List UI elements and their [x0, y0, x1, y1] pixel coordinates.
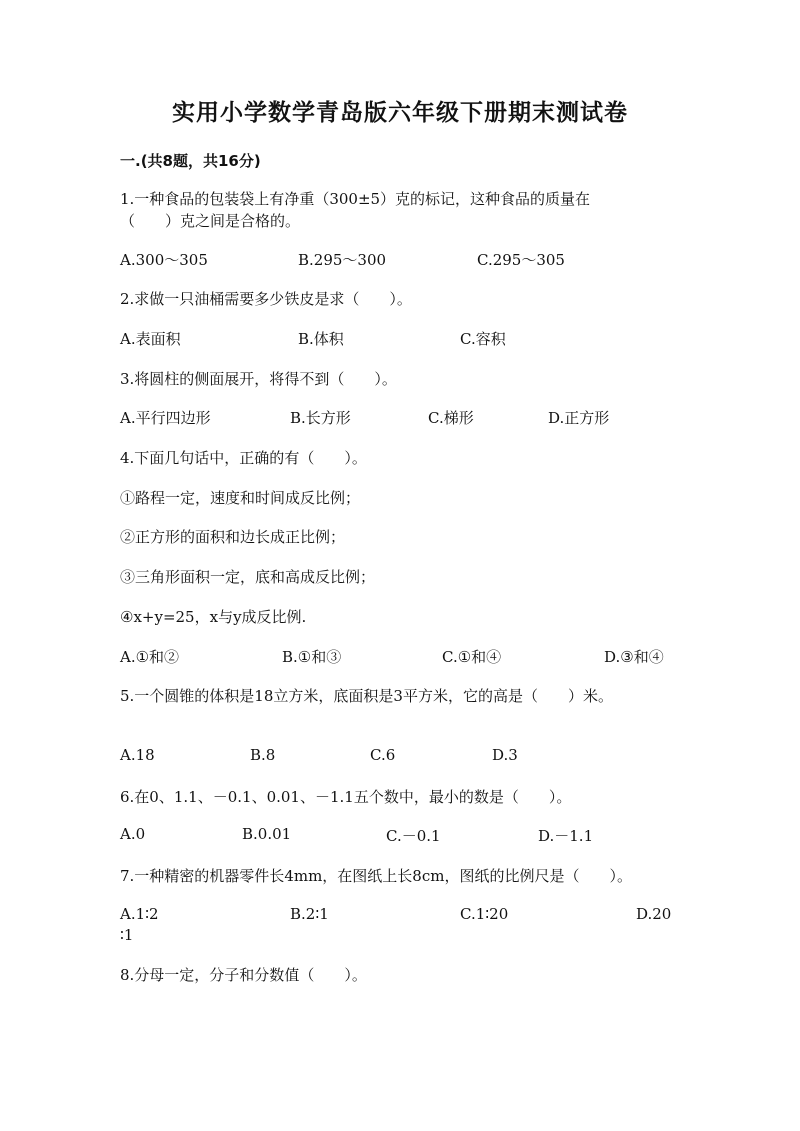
q6-option-a: A.0: [120, 825, 146, 843]
question-6-text: 6.在0、1.1、－0.1、0.01、－1.1五个数中，最小的数是（ ）。: [120, 788, 572, 806]
question-3-text: 3.将圆柱的侧面展开，将得不到（ ）。: [120, 370, 397, 388]
q1-option-a: A.300～305: [120, 251, 208, 269]
q4-statement-3: ③三角形面积一定，底和高成反比例；: [120, 568, 376, 586]
q4-statement-4: ④x+y=25，x与y成反比例.: [120, 608, 307, 626]
q7-option-b: B.2∶1: [290, 905, 329, 923]
q2-option-c: C.容积: [460, 330, 506, 348]
q1-option-c: C.295～305: [477, 251, 565, 269]
q7-option-d-wrap: ∶1: [120, 926, 134, 944]
q6-option-c: C.－0.1: [386, 827, 441, 845]
section-header: 一.(共8题，共16分): [120, 152, 261, 170]
q3-option-a: A.平行四边形: [120, 409, 211, 427]
q7-option-a: A.1∶2: [120, 905, 159, 923]
page-title: 实用小学数学青岛版六年级下册期末测试卷: [172, 100, 628, 126]
question-7-text: 7.一种精密的机器零件长4mm，在图纸上长8cm，图纸的比例尺是（ ）。: [120, 867, 632, 885]
q3-option-c: C.梯形: [428, 409, 474, 427]
q7-option-d: D.20: [636, 905, 672, 923]
q4-option-c: C.①和④: [442, 648, 502, 666]
q6-option-b: B.0.01: [242, 825, 292, 843]
q1-option-b: B.295～300: [298, 251, 387, 269]
q2-option-a: A.表面积: [120, 330, 181, 348]
question-2-text: 2.求做一只油桶需要多少铁皮是求（ ）。: [120, 290, 412, 308]
q3-option-d: D.正方形: [548, 409, 610, 427]
q4-statement-1: ①路程一定，速度和时间成反比例；: [120, 489, 361, 507]
q4-option-b: B.①和③: [282, 648, 342, 666]
q7-option-c: C.1∶20: [460, 905, 509, 923]
q4-option-a: A.①和②: [120, 648, 180, 666]
question-1-text: 1.一种食品的包装袋上有净重（300±5）克的标记，这种食品的质量在: [120, 190, 591, 208]
q4-statement-2: ②正方形的面积和边长成正比例；: [120, 528, 346, 546]
question-1-text-cont: （ ）克之间是合格的。: [120, 212, 301, 230]
q4-option-d: D.③和④: [604, 648, 664, 666]
q5-option-a: A.18: [120, 746, 155, 764]
question-5-text: 5.一个圆锥的体积是18立方米，底面积是3平方米，它的高是（ ）米。: [120, 687, 613, 705]
q5-option-c: C.6: [370, 746, 396, 764]
question-8-text: 8.分母一定，分子和分数值（ ）。: [120, 966, 367, 984]
q2-option-b: B.体积: [298, 330, 344, 348]
q5-option-d: D.3: [492, 746, 518, 764]
q6-option-d: D.－1.1: [538, 827, 594, 845]
q3-option-b: B.长方形: [290, 409, 351, 427]
q5-option-b: B.8: [250, 746, 276, 764]
question-4-text: 4.下面几句话中，正确的有（ ）。: [120, 449, 367, 467]
